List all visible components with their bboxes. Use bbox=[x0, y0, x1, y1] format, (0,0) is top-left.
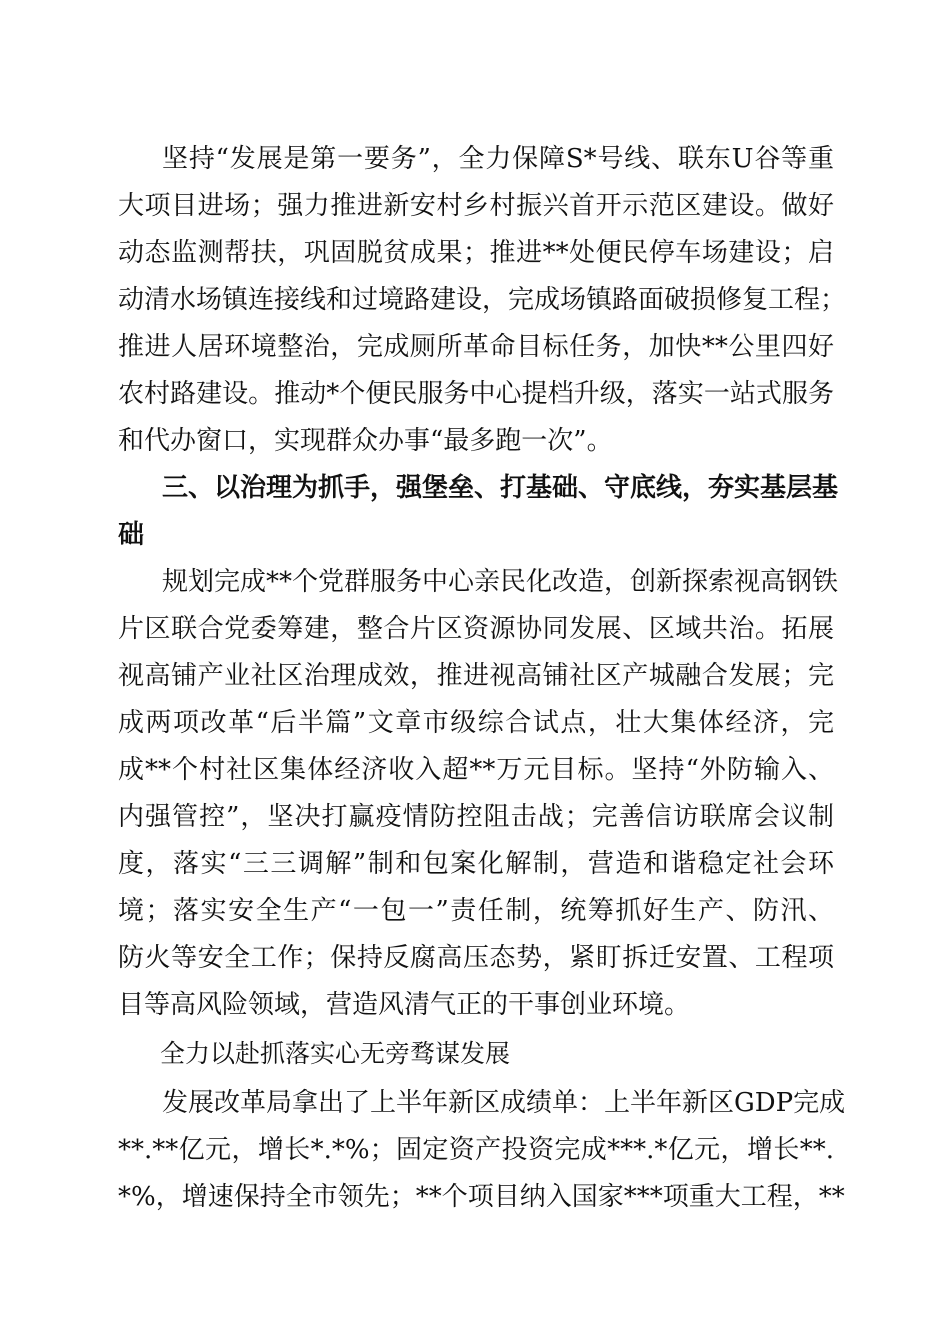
paragraph-line: 度，落实“三三调解”制和包案化解制，营造和谐稳定社会环 bbox=[118, 849, 834, 879]
paragraph-line: 推进人居环境整治，完成厕所革命目标任务，加快**公里四好 bbox=[118, 332, 834, 362]
paragraph-line: 大项目进场；强力推进新安村乡村振兴首开示范区建设。做好 bbox=[118, 191, 834, 221]
subtitle: 全力以赴抓落实心无旁骛谋发展 bbox=[160, 1039, 511, 1068]
paragraph-line: 规划完成**个党群服务中心亲民化改造，创新探索视高钢铁 bbox=[162, 567, 839, 597]
paragraph-line: 视高铺产业社区治理成效，推进视高铺社区产城融合发展；完 bbox=[118, 661, 834, 691]
paragraph-line: 成**个村社区集体经济收入超**万元目标。坚持“外防输入、 bbox=[118, 755, 834, 785]
paragraph-line: 片区联合党委筹建，整合片区资源协同发展、区域共治。拓展 bbox=[118, 614, 834, 644]
heading-line: 础 bbox=[118, 520, 145, 550]
paragraph-line: *%，增速保持全市领先；**个项目纳入国家***项重大工程，** bbox=[118, 1182, 845, 1212]
paragraph-line: 动清水场镇连接线和过境路建设，完成场镇路面破损修复工程； bbox=[118, 285, 847, 315]
paragraph-line: 境；落实安全生产“一包一”责任制，统筹抓好生产、防汛、 bbox=[118, 896, 834, 926]
paragraph-line: 和代办窗口，实现群众办事“最多跑一次”。 bbox=[118, 426, 613, 456]
paragraph-line: 动态监测帮扶，巩固脱贫成果；推进**处便民停车场建设；启 bbox=[118, 238, 834, 268]
paragraph-line: 目等高风险领域，营造风清气正的干事创业环境。 bbox=[118, 990, 691, 1020]
paragraph-line: **.**亿元，增长*.*%；固定资产投资完成***.*亿元，增长**. bbox=[118, 1135, 834, 1165]
paragraph-line: 成两项改革“后半篇”文章市级综合试点，壮大集体经济，完 bbox=[118, 708, 834, 738]
heading-line: 三、以治理为抓手，强堡垒、打基础、守底线，夯实基层基 bbox=[162, 473, 839, 503]
paragraph-line: 内强管控”，坚决打赢疫情防控阻击战；完善信访联席会议制 bbox=[118, 802, 834, 832]
paragraph-line: 坚持“发展是第一要务”，全力保障S*号线、联东U谷等重 bbox=[162, 144, 834, 174]
paragraph-line: 防火等安全工作；保持反腐高压态势，紧盯拆迁安置、工程项 bbox=[118, 943, 834, 973]
paragraph-line: 农村路建设。推动*个便民服务中心提档升级，落实一站式服务 bbox=[118, 379, 834, 409]
paragraph-line: 发展改革局拿出了上半年新区成绩单：上半年新区GDP完成 bbox=[162, 1088, 846, 1118]
